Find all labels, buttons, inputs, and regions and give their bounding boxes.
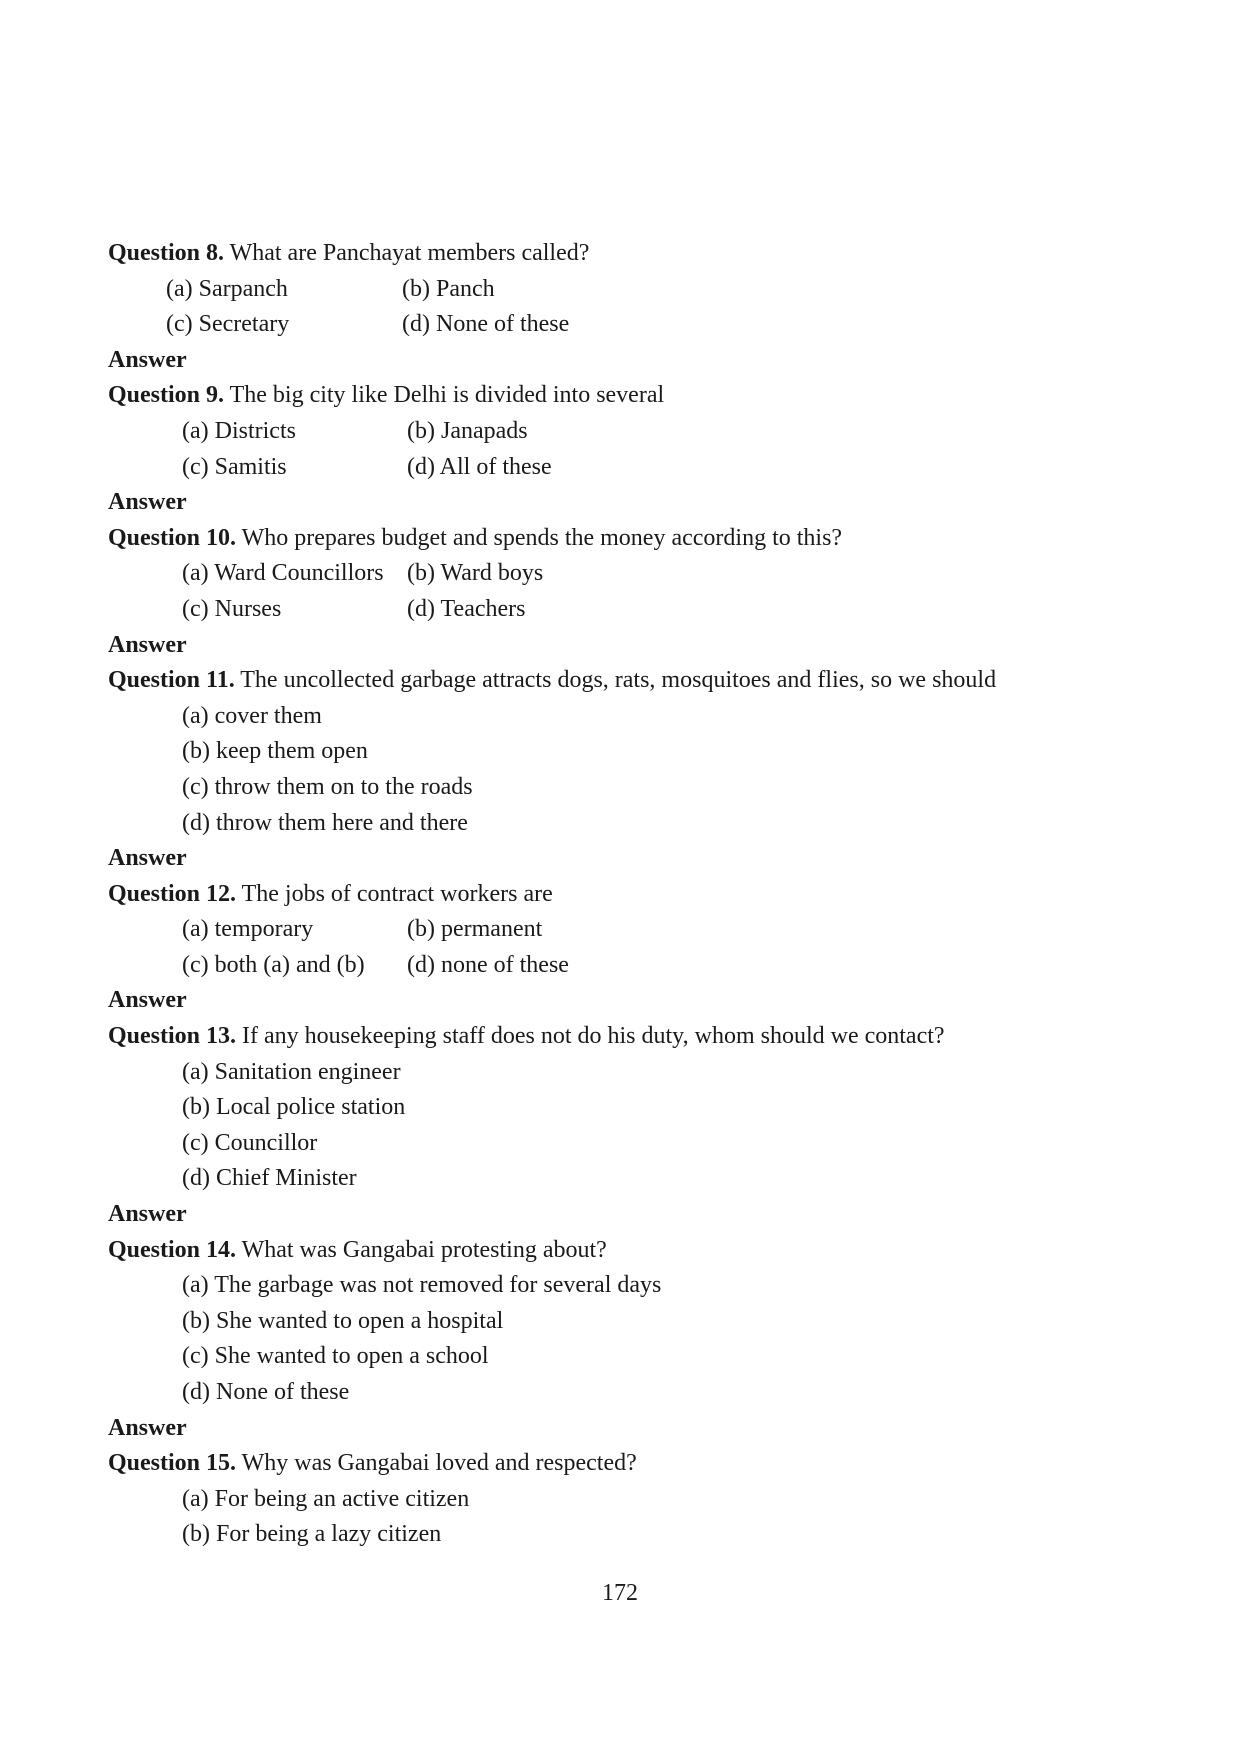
option-d: (d) Chief Minister <box>182 1165 357 1192</box>
option-b: (b) Panch <box>402 275 495 302</box>
option-a: (a) temporary <box>182 916 314 943</box>
option-d: (d) none of these <box>407 951 569 978</box>
answer-link[interactable]: Answer <box>108 631 187 658</box>
question-10 <box>108 521 1168 557</box>
question-label: Question 12. <box>108 880 237 907</box>
option-row <box>166 272 1168 308</box>
question-text: Why was Gangabai loved and respected? <box>236 1450 637 1477</box>
option-b: (b) Ward boys <box>407 560 544 587</box>
answer-link[interactable]: Answer <box>108 845 187 872</box>
question-14 <box>108 1233 1168 1269</box>
question-text: What are Panchayat members called? <box>224 240 590 266</box>
question-10-options <box>108 556 1168 627</box>
answer-link[interactable]: Answer <box>108 1414 187 1441</box>
option-a: (a) The garbage was not removed for several days <box>182 1272 662 1299</box>
option-c: (c) She wanted to open a school <box>182 1343 489 1370</box>
option-b: (b) Local police station <box>182 1094 406 1121</box>
question-12-options <box>108 912 1168 983</box>
option-c: (c) Secretary <box>166 311 290 338</box>
option-a: (a) cover them <box>182 702 322 729</box>
page-number: 172 <box>602 1580 638 1606</box>
question-9 <box>108 378 1168 414</box>
question-label: Question 8. <box>108 240 225 266</box>
question-8-options <box>108 272 1168 343</box>
option-b: (b) She wanted to open a hospital <box>182 1307 504 1334</box>
option-c: (c) Samitis <box>182 453 287 480</box>
option-a: (a) Ward Councillors <box>182 560 384 587</box>
option-d: (d) throw them here and there <box>182 809 468 836</box>
option-c: (c) Councillor <box>182 1129 318 1156</box>
question-label: Question 11. <box>108 667 235 694</box>
option-b: (b) Janapads <box>407 417 528 444</box>
option-row <box>166 307 1168 343</box>
option-row <box>182 592 1168 628</box>
question-text: If any housekeeping staff does not do his duty, whom should we contact? <box>236 1023 945 1050</box>
question-label: Question 15. <box>108 1450 237 1477</box>
option-row <box>182 556 1168 592</box>
question-12 <box>108 877 1168 913</box>
option-row <box>182 948 1168 984</box>
option-a: (a) Sarpanch <box>166 275 288 302</box>
question-label: Question 10. <box>108 524 237 551</box>
question-label: Question 9. <box>108 382 225 409</box>
answer-link[interactable]: Answer <box>108 489 187 516</box>
option-a: (a) Sanitation engineer <box>182 1058 401 1085</box>
option-row <box>182 450 1168 486</box>
question-text: The uncollected garbage attracts dogs, rats, mosquitoes and flies, so we should <box>234 667 997 694</box>
option-c: (c) throw them on to the roads <box>182 773 473 800</box>
option-d: (d) None of these <box>402 311 570 338</box>
answer-link[interactable]: Answer <box>108 987 187 1014</box>
question-text: The jobs of contract workers are <box>236 880 553 907</box>
answer-link[interactable]: Answer <box>108 1201 187 1228</box>
question-14-options <box>108 1268 1168 1410</box>
question-15-options <box>108 1482 1168 1553</box>
option-c: (c) Nurses <box>182 595 282 622</box>
question-11-options <box>108 699 1168 841</box>
option-a: (a) For being an active citizen <box>182 1485 470 1512</box>
question-text: Who prepares budget and spends the money according to this? <box>236 524 843 551</box>
question-13 <box>108 1019 1168 1055</box>
option-row <box>182 414 1168 450</box>
answer-link[interactable]: Answer <box>108 346 187 373</box>
option-b: (b) permanent <box>407 916 543 943</box>
option-c: (c) both (a) and (b) <box>182 951 365 978</box>
question-15 <box>108 1446 1168 1482</box>
question-label: Question 13. <box>108 1023 237 1050</box>
option-a: (a) Districts <box>182 417 296 444</box>
option-b: (b) keep them open <box>182 738 368 765</box>
option-row <box>182 912 1168 948</box>
question-text: The big city like Delhi is divided into several <box>224 382 665 409</box>
question-label: Question 14. <box>108 1236 237 1263</box>
question-8 <box>108 236 1168 272</box>
question-text: What was Gangabai protesting about? <box>236 1236 607 1263</box>
question-13-options <box>108 1055 1168 1197</box>
question-11 <box>108 663 1168 699</box>
question-list <box>108 236 1168 1553</box>
question-9-options <box>108 414 1168 485</box>
option-d: (d) None of these <box>182 1379 350 1405</box>
option-d: (d) All of these <box>407 453 552 480</box>
option-b: (b) For being a lazy citizen <box>182 1521 442 1548</box>
option-d: (d) Teachers <box>407 595 526 622</box>
